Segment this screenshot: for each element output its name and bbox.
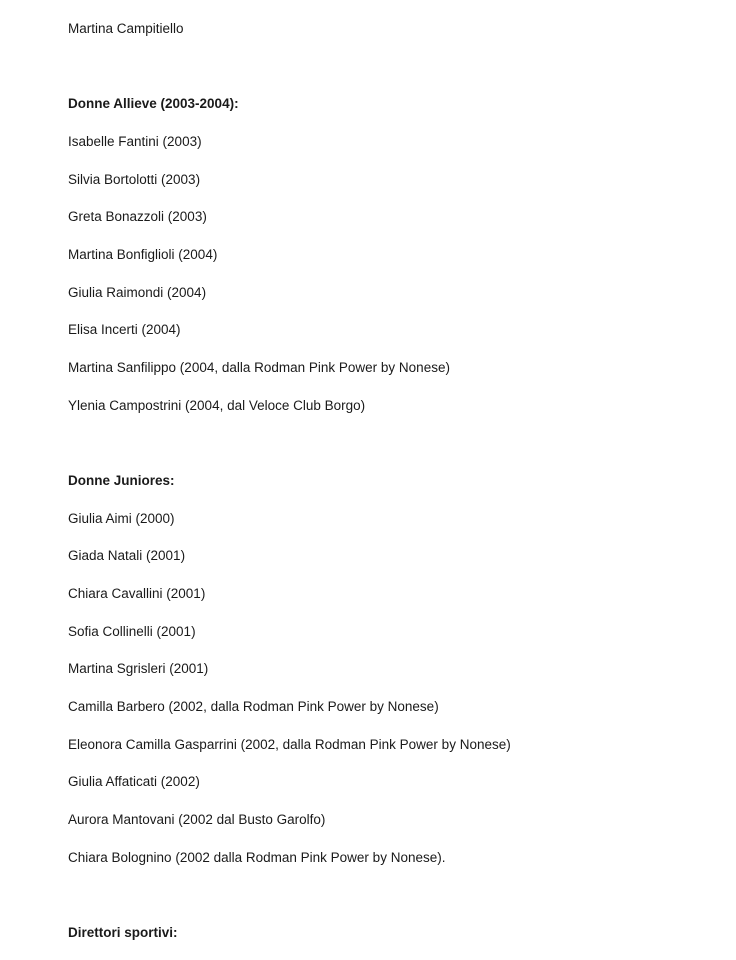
rider-name: Chiara Bolognino (2002 dalla Rodman Pink Power by Nonese). — [68, 850, 446, 865]
rider-name: Elisa Incerti (2004) — [68, 322, 181, 337]
section-heading-direttori: Direttori sportivi: — [68, 925, 178, 940]
rider-name: Giulia Aimi (2000) — [68, 511, 175, 526]
rider-name: Martina Campitiello — [68, 21, 184, 36]
section-heading-juniores: Donne Juniores: — [68, 473, 175, 488]
rider-name: Camilla Barbero (2002, dalla Rodman Pink Power by Nonese) — [68, 699, 439, 714]
rider-name: Aurora Mantovani (2002 dal Busto Garolfo) — [68, 812, 326, 827]
rider-name: Giada Natali (2001) — [68, 548, 186, 563]
rider-name: Isabelle Fantini (2003) — [68, 134, 202, 149]
rider-name: Giulia Affaticati (2002) — [68, 774, 200, 789]
rider-name: Ylenia Campostrini (2004, dal Veloce Club Borgo) — [68, 398, 366, 413]
rider-name: Sofia Collinelli (2001) — [68, 624, 196, 639]
rider-name: Giulia Raimondi (2004) — [68, 285, 207, 300]
section-heading-allieve: Donne Allieve (2003-2004): — [68, 96, 239, 111]
rider-name: Chiara Cavallini (2001) — [68, 586, 206, 601]
rider-name: Martina Sanfilippo (2004, dalla Rodman Pink Power by Nonese) — [68, 360, 450, 375]
rider-name: Martina Bonfiglioli (2004) — [68, 247, 218, 262]
rider-name: Silvia Bortolotti (2003) — [68, 172, 201, 187]
rider-name: Greta Bonazzoli (2003) — [68, 209, 207, 224]
rider-name: Martina Sgrisleri (2001) — [68, 661, 209, 676]
rider-name: Eleonora Camilla Gasparrini (2002, dalla Rodman Pink Power by Nonese) — [68, 737, 511, 752]
